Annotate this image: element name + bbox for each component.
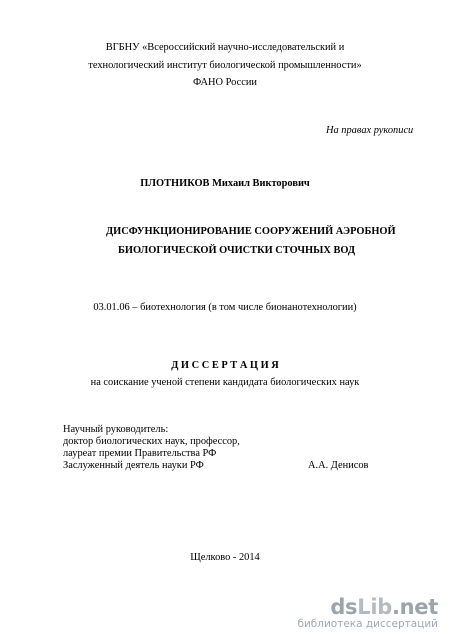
- supervisor-name: А.А. Денисов: [308, 460, 369, 471]
- institution-line-2: технологический институт биологической промышленности»: [88, 60, 362, 71]
- place-and-year: Щелково - 2014: [190, 552, 260, 563]
- institution-line-1: ВГБНУ «Всероссийский научно-исследовательский и: [105, 42, 345, 53]
- watermark-subtitle: библиотека диссертаций: [297, 617, 438, 630]
- logo-part-net: .net: [391, 594, 438, 619]
- supervisor-label: Научный руководитель:: [63, 424, 169, 435]
- rights-note: На правах рукописи: [326, 125, 414, 136]
- dissertation-title-line-1: ДИСФУНКЦИОНИРОВАНИЕ СООРУЖЕНИЙ АЭРОБНОЙ: [106, 226, 396, 237]
- supervisor-degree: доктор биологических наук, профессор,: [63, 436, 240, 447]
- dslib-logo: [297, 594, 438, 619]
- specialty-code: 03.01.06 – биотехнология (в том числе бионанотехнологии): [93, 302, 357, 313]
- supervisor-award: лауреат премии Правительства РФ: [63, 448, 217, 459]
- document-type: Д И С С Е Р Т А Ц И Я: [171, 360, 279, 371]
- dslib-watermark: [297, 594, 438, 630]
- author-name: ПЛОТНИКОВ Михаил Викторович: [140, 178, 310, 189]
- degree-line: на соискание ученой степени кандидата биологических наук: [90, 377, 360, 388]
- supervisor-honor: Заслуженный деятель науки РФ: [63, 460, 204, 471]
- logo-part-lib: Lib: [357, 594, 392, 619]
- institution-line-3: ФАНО России: [193, 77, 257, 88]
- logo-part-ds: ds: [330, 594, 358, 619]
- dissertation-title-line-2: БИОЛОГИЧЕСКОЙ ОЧИСТКИ СТОЧНЫХ ВОД: [118, 245, 356, 256]
